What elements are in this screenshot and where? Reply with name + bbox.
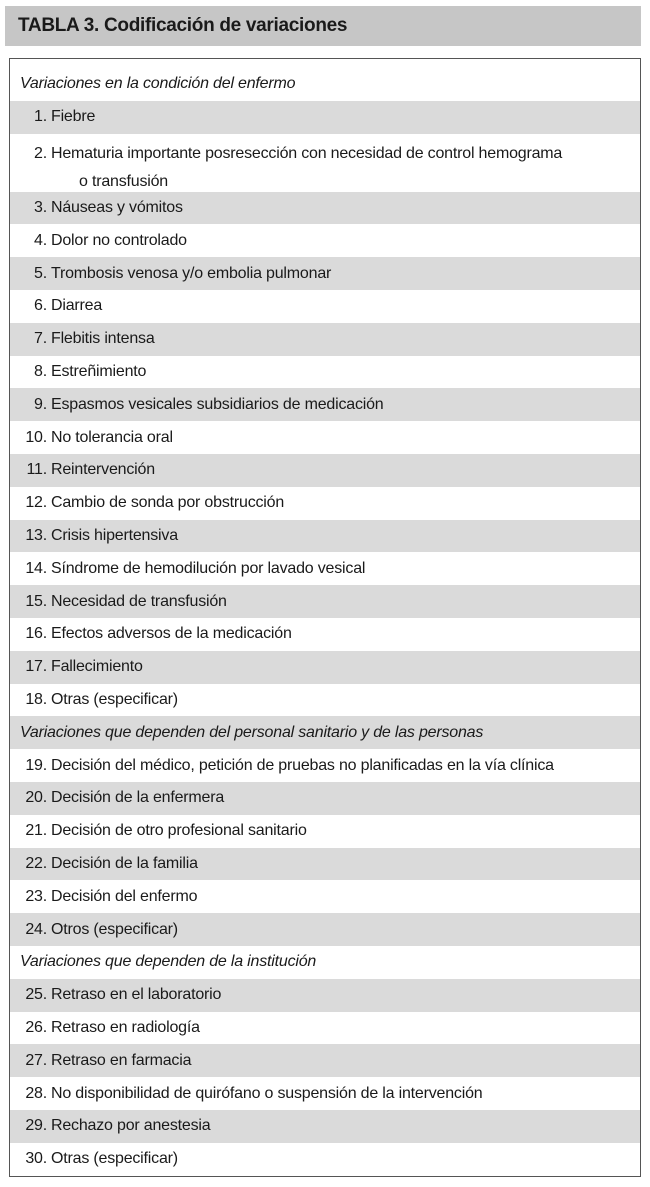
table-row [10,1044,640,1077]
row-content [10,232,187,250]
table-row [10,224,640,257]
table-row [10,848,640,881]
table-row [10,749,640,782]
table-row [10,356,640,389]
item-number: 10. [25,428,47,446]
item-label: Fallecimiento [51,658,143,676]
item-label: Otras (especificar) [51,690,178,708]
item-number: 6. [34,297,47,315]
row-content [10,1019,200,1037]
row-content [10,789,224,807]
item-label: Síndrome de hemodilución por lavado vesical [51,559,366,577]
table-row [10,487,640,520]
item-label: Otros (especificar) [51,920,178,938]
item-label: Hematuria importante posresección con necesidad de control hemograma [51,144,563,162]
item-label: Decisión del médico, petición de pruebas no planificadas en la vía clínica [51,756,554,774]
row-content [10,494,284,512]
section-heading-row [10,716,640,749]
item-number: 11. [26,461,47,479]
row-content [10,855,198,873]
item-number: 8. [34,362,47,380]
item-label: Cambio de sonda por obstrucción [51,494,285,512]
item-number: 14. [25,559,47,577]
item-label: No disponibilidad de quirófano o suspensión de la intervención [51,1084,483,1102]
item-number: 23. [25,887,47,905]
table-row [10,880,640,913]
item-label: Decisión de otro profesional sanitario [51,822,307,840]
item-number: 19. [25,756,47,774]
item-number: 5. [34,264,47,282]
table-row [10,585,640,618]
item-label: Crisis hipertensiva [51,526,178,544]
item-number: 3. [34,198,47,216]
section-heading-row [10,946,640,979]
item-number: 29. [25,1117,47,1135]
item-label: Decisión del enfermo [51,887,198,905]
row-content [10,1052,191,1070]
table-row [10,323,640,356]
section-heading: Variaciones que dependen del personal sanitario y de las personas [20,723,484,741]
table-row [10,520,640,553]
item-label: Reintervención [51,461,155,479]
item-number: 13. [25,526,47,544]
item-number: 26. [25,1018,47,1036]
item-number: 7. [34,330,47,348]
item-number: 18. [25,690,47,708]
table-row [10,618,640,651]
row-content [10,593,227,611]
item-number: 20. [25,789,47,807]
item-number: 16. [25,625,47,643]
table-row [10,290,640,323]
table-row [10,815,640,848]
item-number: 24. [25,920,47,938]
item-label: Diarrea [51,297,103,315]
row-content [10,921,178,939]
table-row [10,421,640,454]
item-label: Náuseas y vómitos [51,198,183,216]
table-row [10,552,640,585]
section-heading-row [10,68,640,101]
item-label: No tolerancia oral [51,428,173,446]
table-row [10,1143,640,1176]
item-label: Estreñimiento [51,362,147,380]
row-content [10,429,173,447]
table-row [10,454,640,487]
row-content [10,1150,178,1168]
row-content [10,691,178,709]
item-number: 27. [25,1051,47,1069]
table-title-bar [5,6,641,46]
item-number: 15. [25,592,47,610]
row-content [10,1117,210,1135]
table-row [10,257,640,290]
item-number: 21. [25,822,47,840]
item-label: Efectos adversos de la medicación [51,625,292,643]
item-label: Necesidad de transfusión [51,592,227,610]
item-label: Flebitis intensa [51,330,155,348]
table-row [10,1110,640,1143]
item-label: Fiebre [51,108,96,126]
item-label-continuation: o transfusión [79,172,169,190]
table-row [10,1012,640,1045]
row-content [10,199,183,217]
item-label: Otras (especificar) [51,1150,178,1168]
item-number: 25. [25,986,47,1004]
row-content [10,1085,482,1103]
table-title: TABLA 3. Codificación de variaciones [18,15,348,36]
item-label: Decisión de la enfermera [51,789,225,807]
section-heading: Variaciones que dependen de la institución [20,953,317,971]
table-row [10,782,640,815]
table-row [10,913,640,946]
table-row [10,192,640,225]
row-content [10,265,331,283]
table-row [10,388,640,421]
row-content [10,363,146,381]
item-number: 22. [25,854,47,872]
item-number: 12. [25,494,47,512]
item-number: 9. [34,395,47,413]
row-content [10,330,155,348]
item-label: Espasmos vesicales subsidiarios de medicación [51,395,384,413]
row-content [10,297,102,315]
item-number: 17. [25,658,47,676]
item-number: 28. [25,1084,47,1102]
table-row [10,1077,640,1110]
item-label: Trombosis venosa y/o embolia pulmonar [51,264,332,282]
table-row [10,134,640,192]
row-content [10,757,554,775]
item-number: 1. [34,108,47,126]
item-label: Retraso en radiología [51,1018,200,1036]
row-content [10,822,307,840]
table-row [10,979,640,1012]
item-label: Dolor no controlado [51,231,187,249]
table-row [10,101,640,134]
row-content [10,888,197,906]
item-label: Retraso en farmacia [51,1051,192,1069]
table-row [10,651,640,684]
row-content [10,140,562,196]
row-content [10,658,143,676]
section-heading: Variaciones en la condición del enfermo [20,75,296,93]
row-content [10,560,365,578]
row-content [10,625,292,643]
item-number: 2. [34,144,47,162]
item-label: Rechazo por anestesia [51,1117,211,1135]
row-content [10,396,384,414]
row-content [10,986,221,1004]
variations-table [9,58,641,1177]
row-content [10,527,178,545]
item-label: Retraso en el laboratorio [51,986,222,1004]
row-content [10,461,155,479]
item-number: 4. [34,231,47,249]
item-label: Decisión de la familia [51,854,198,872]
row-content [10,108,95,126]
table-row [10,684,640,717]
item-number: 30. [25,1150,47,1168]
